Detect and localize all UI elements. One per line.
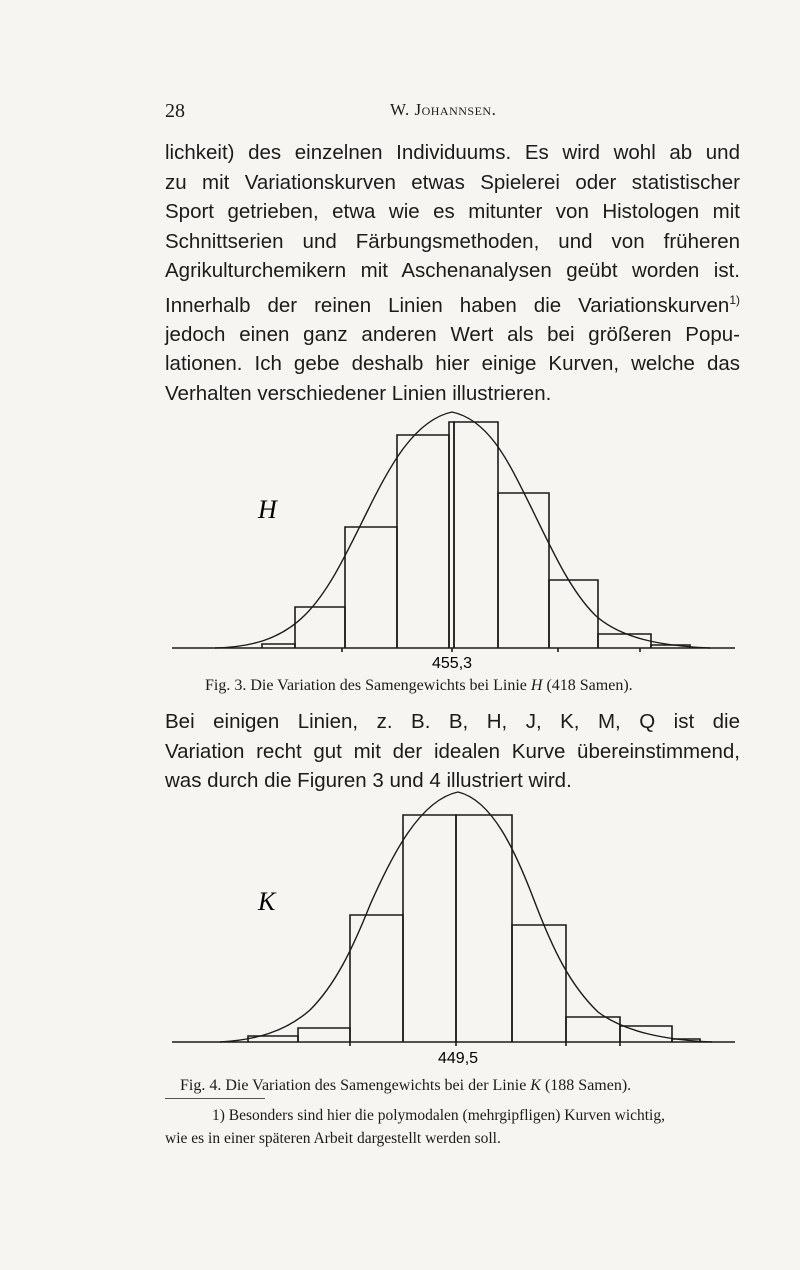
caption-text: Fig. 4. Die Variation des Samengewichts bei der Linie xyxy=(180,1077,527,1094)
ideal-curve xyxy=(220,792,712,1042)
bar xyxy=(295,607,345,648)
caption-text: Fig. 3. Die Variation des Samengewichts bei Linie xyxy=(205,677,527,694)
footnote-line: 1) Besonders sind hier die polymodalen (mehrgipfligen) Kurven wichtig, xyxy=(212,1107,665,1124)
figure-4 xyxy=(0,770,800,1070)
mean-label: 449,5 xyxy=(438,1050,479,1067)
figure-4-histogram xyxy=(0,770,800,1070)
text-line: Agrikulturchemikern mit Aschenanalysen geübt worden ist. xyxy=(165,259,740,282)
footnote-reference[interactable]: 1) xyxy=(729,292,740,307)
bar xyxy=(454,422,498,648)
caption-line-letter: H xyxy=(530,677,543,694)
page-number: 28 xyxy=(165,100,185,122)
ideal-curve xyxy=(215,412,710,648)
footnote-line: wie es in einer späteren Arbeit dargestellt werden soll. xyxy=(165,1130,501,1147)
text-line: Schnittserien und Färbungsmethoden, und von früheren xyxy=(165,229,740,253)
running-head: W. Johannsen. xyxy=(390,100,497,119)
caption-text: (418 Samen). xyxy=(546,677,633,694)
figure-letter: H xyxy=(258,495,277,524)
text-line: Innerhalb der reinen Linien haben die Variationskurven xyxy=(165,293,730,317)
figure-3-histogram xyxy=(0,400,800,670)
bar xyxy=(512,925,566,1042)
text-line: zu mit Variationskurven etwas Spielerei oder statistischer xyxy=(165,170,740,194)
bar xyxy=(598,634,651,648)
figure-3 xyxy=(0,400,800,670)
bar xyxy=(456,815,512,1042)
text-line: jedoch einen ganz anderen Wert als bei größeren Popu- xyxy=(165,322,740,346)
text-line: lichkeit) des einzelnen Individuums. Es wird wohl ab und xyxy=(165,141,740,164)
text-line: was durch die Figuren 3 und 4 illustriert wird. xyxy=(165,769,572,792)
figure-4-caption xyxy=(180,1077,740,1095)
bar xyxy=(397,435,449,648)
caption-text: (188 Samen). xyxy=(544,1077,632,1094)
footnote-divider xyxy=(165,1098,265,1099)
text-line: Sport getrieben, etwa wie es mitunter von Histologen mit xyxy=(165,200,740,223)
body-paragraph-1 xyxy=(165,138,740,408)
mean-label: 455,3 xyxy=(432,655,473,670)
caption-line-letter: K xyxy=(530,1077,541,1094)
text-line: lationen. Ich gebe deshalb hier einige Kurven, welche das xyxy=(165,352,740,376)
bar xyxy=(298,1028,350,1042)
bar xyxy=(620,1026,672,1042)
figure-3-caption xyxy=(205,677,765,695)
bar xyxy=(345,527,397,648)
bar xyxy=(498,493,549,648)
text-line: Variation recht gut mit der idealen Kurve übereinstimmend, xyxy=(165,739,740,763)
figure-letter: K xyxy=(258,887,276,916)
footnote xyxy=(165,1104,755,1150)
text-line-with-footnote xyxy=(165,286,740,320)
bar xyxy=(549,580,598,648)
text-line: Bei einigen Linien, z. B. B, H, J, K, M, Q ist die xyxy=(165,710,740,733)
page-header xyxy=(0,100,800,124)
bar xyxy=(403,815,456,1042)
text-line: Verhalten verschiedener Linien illustrieren. xyxy=(165,381,552,405)
